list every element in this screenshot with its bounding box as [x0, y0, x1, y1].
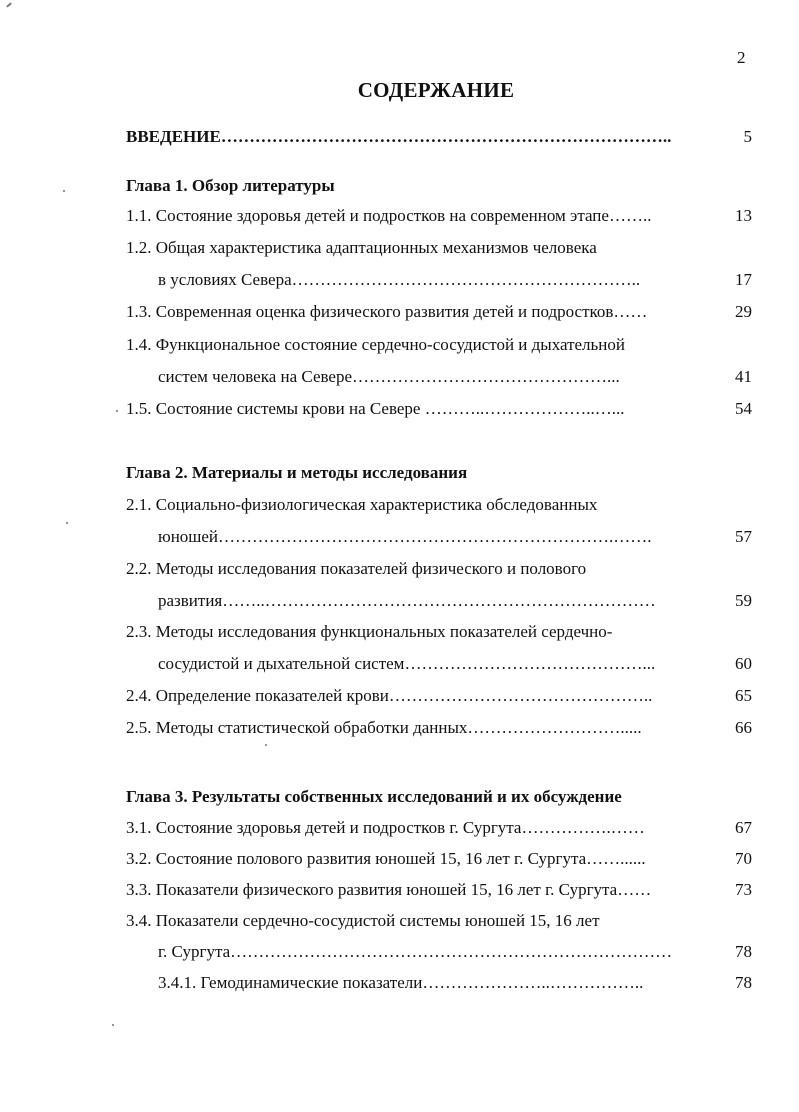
toc-entry-3-3 — [0, 879, 799, 901]
toc-entry-page: 5 — [743, 127, 752, 146]
toc-entry-text: 2.4. Определение показателей крови……………………………………….. — [126, 686, 653, 705]
toc-entry-page: 65 — [735, 686, 752, 705]
chapter-3-heading: Глава 3. Результаты собственных исследований и их обсуждение — [126, 787, 622, 806]
toc-entry-text: юношей…………………………………………………………….……. — [158, 527, 652, 546]
toc-entry-text: 2.3. Методы исследования функциональных показателей сердечно- — [126, 622, 613, 641]
toc-entry-3-1 — [0, 817, 799, 839]
toc-entry-2-5 — [0, 717, 799, 739]
scan-speck — [116, 410, 118, 412]
toc-entry-text: ВВЕДЕНИЕ…………………………………………………………………….. — [126, 127, 672, 146]
toc-entry-text: развития……..…………………………………………………………… — [158, 591, 656, 610]
toc-entry-page: 66 — [735, 718, 752, 737]
toc-entry-text: систем человека на Севере………………………………………... — [158, 367, 620, 386]
toc-entry-3-2 — [0, 848, 799, 870]
toc-entry-text: сосудистой и дыхательной систем……………………………………... — [158, 654, 656, 673]
toc-entry-2-3-cont — [0, 653, 799, 675]
toc-entry-text: 3.3. Показатели физического развития юношей 15, 16 лет г. Сургута…… — [126, 880, 652, 899]
scan-speck — [112, 1024, 114, 1026]
scan-speck — [265, 744, 267, 746]
toc-entry-text: г. Сургута…………………………………………………………………… — [158, 942, 673, 961]
toc-entry-text: 3.4.1. Гемодинамические показатели…………………..…………….. — [158, 973, 644, 992]
toc-entry-1-4-cont — [0, 366, 799, 388]
toc-entry-1-3 — [0, 301, 799, 323]
toc-entry-2-1-cont — [0, 526, 799, 548]
scan-mark — [6, 2, 12, 7]
toc-entry-page: 60 — [735, 654, 752, 673]
chapter-1-heading: Глава 1. Обзор литературы — [126, 176, 335, 195]
toc-entry-text: 1.5. Состояние системы крови на Севере ………..………………..…... — [126, 399, 625, 418]
toc-entry-page: 17 — [735, 270, 752, 289]
page-title: СОДЕРЖАНИЕ — [357, 78, 515, 102]
toc-entry-text: 3.2. Состояние полового развития юношей 15, 16 лет г. Сургута……...... — [126, 849, 646, 868]
toc-entry-intro — [0, 126, 799, 148]
toc-entry-2-3 — [0, 621, 799, 643]
toc-entry-1-2-cont — [0, 269, 799, 291]
toc-entry-text: 2.5. Методы статистической обработки данных………………………..... — [126, 718, 642, 737]
toc-entry-1-4 — [0, 334, 799, 356]
toc-entry-page: 78 — [735, 942, 752, 961]
chapter-2-heading: Глава 2. Материалы и методы исследования — [126, 463, 468, 482]
toc-entry-3-4-1 — [0, 972, 799, 994]
toc-entry-page: 29 — [735, 302, 752, 321]
toc-entry-1-2 — [0, 237, 799, 259]
toc-entry-1-5 — [0, 398, 799, 420]
toc-entry-3-4-cont — [0, 941, 799, 963]
toc-entry-text: 1.1. Состояние здоровья детей и подростков на современном этапе…….. — [126, 206, 652, 225]
toc-entry-text: 1.2. Общая характеристика адаптационных механизмов человека — [126, 238, 597, 257]
toc-entry-text: 2.1. Социально-физиологическая характеристика обследованных — [126, 495, 598, 514]
toc-entry-text: 1.4. Функциональное состояние сердечно-сосудистой и дыхательной — [126, 335, 625, 354]
toc-entry-page: 54 — [735, 399, 752, 418]
toc-entry-page: 67 — [735, 818, 752, 837]
toc-entry-text: 3.1. Состояние здоровья детей и подростков г. Сургута…………….…… — [126, 818, 645, 837]
toc-entry-page: 13 — [735, 206, 752, 225]
toc-entry-page: 70 — [735, 849, 752, 868]
toc-entry-page: 78 — [735, 973, 752, 992]
toc-entry-page: 57 — [735, 527, 752, 546]
scan-speck — [63, 190, 65, 192]
toc-entry-text: 3.4. Показатели сердечно-сосудистой системы юношей 15, 16 лет — [126, 911, 600, 930]
scan-speck — [66, 522, 68, 524]
toc-entry-2-4 — [0, 685, 799, 707]
toc-entry-page: 41 — [735, 367, 752, 386]
toc-entry-text: 2.2. Методы исследования показателей физического и полового — [126, 559, 587, 578]
toc-entry-2-2 — [0, 558, 799, 580]
toc-entry-text: 1.3. Современная оценка физического развития детей и подростков…… — [126, 302, 648, 321]
toc-entry-page: 59 — [735, 591, 752, 610]
toc-entry-2-2-cont — [0, 590, 799, 612]
page-number: 2 — [737, 48, 746, 67]
toc-entry-2-1 — [0, 494, 799, 516]
toc-entry-1-1 — [0, 205, 799, 227]
toc-entry-page: 73 — [735, 880, 752, 899]
toc-entry-text: в условиях Севера…………………………………………………….. — [158, 270, 641, 289]
toc-entry-3-4 — [0, 910, 799, 932]
